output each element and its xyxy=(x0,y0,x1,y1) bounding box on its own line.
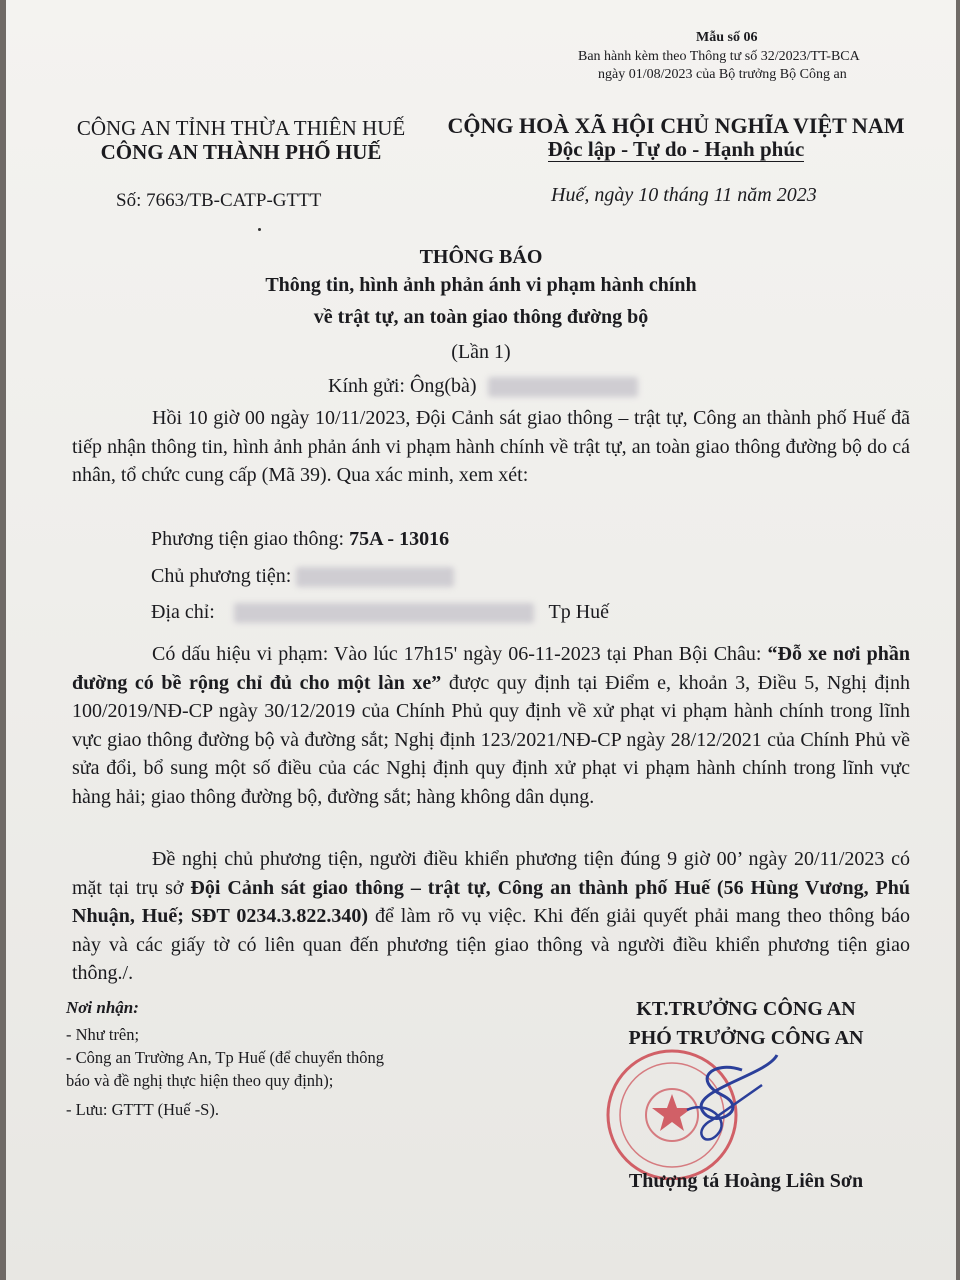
paragraph-violation xyxy=(72,640,910,811)
vehicle-plate: 75A - 13016 xyxy=(349,528,450,550)
motto xyxy=(426,137,926,162)
nation-title: CỘNG HOÀ XÃ HỘI CHỦ NGHĨA VIỆT NAM xyxy=(447,113,905,138)
attempt-number: (Lần 1) xyxy=(451,341,511,363)
document-title: THÔNG BÁO xyxy=(419,246,543,268)
owner-line xyxy=(151,565,454,588)
violation-text-b: được quy định tại Điểm e, khoản 3, Điều 5, Nghị định 100/2019/NĐ-CP ngày 30/12/2019 của Chính Phủ quy định về xử phạt vi phạm hành chính trong lĩnh vực giao thông đường bộ và đường sắt; Nghị định 123/2021/NĐ-CP ngày 28/12/2021 của Chính Phủ về sửa đổi, bổ sung một số điều của các Nghị định quy định xử phạt vi phạm hành chính trong lĩnh vực hàng hải; giao thông đường bộ, đường sắt; hàng không dân dụng. xyxy=(72,671,910,808)
owner-label: Chủ phương tiện: xyxy=(151,565,297,587)
signature-title-1: KT.TRƯỞNG CÔNG AN xyxy=(636,998,856,1020)
paragraph-request xyxy=(72,845,910,988)
agency-parent: CÔNG AN TỈNH THỪA THIÊN HUẾ xyxy=(76,116,406,140)
redacted-owner xyxy=(296,567,454,587)
signature-title-2: PHÓ TRƯỞNG CÔNG AN xyxy=(628,1027,864,1049)
violation-description: “Đỗ xe nơi phần đường có bề rộng chỉ đủ cho một làn xe” xyxy=(72,643,911,694)
form-number: Mẫu số 06 xyxy=(696,30,758,45)
document-page xyxy=(6,0,956,1280)
agency-name: CÔNG AN THÀNH PHỐ HUẾ xyxy=(100,140,382,164)
ink-dot xyxy=(258,228,261,231)
issued-by-line-2: ngày 01/08/2023 của Bộ trưởng Bộ Công an xyxy=(598,67,847,82)
subtitle-line-1: Thông tin, hình ảnh phản ánh vi phạm hành chính xyxy=(265,274,697,296)
address-label: Địa chỉ: xyxy=(151,601,215,623)
recipient-item: - Như trên; xyxy=(66,1025,140,1044)
recipient-item: - Lưu: GTTT (Huế -S). xyxy=(66,1100,219,1119)
document-number: Số: 7663/TB-CATP-GTTT xyxy=(116,190,322,211)
redacted-name xyxy=(488,377,638,397)
motto-text: Độc lập - Tự do - Hạnh phúc xyxy=(547,137,805,161)
recipient-item: báo và đề nghị thực hiện theo quy định); xyxy=(66,1071,334,1090)
recipient-item: - Công an Trường An, Tp Huế (để chuyển thông xyxy=(66,1048,385,1067)
request-text-b: để làm rõ vụ việc. Khi đến giải quyết phải mang theo thông báo này và các giấy tờ có liên quan đến phương tiện giao thông và người điều khiển phương tiện giao thông./. xyxy=(72,905,911,984)
request-office: Đội Cảnh sát giao thông – trật tự, Công an thành phố Huế (56 Hùng Vương, Phú Nhuận, Huế; SĐT 0234.3.822.340) xyxy=(72,876,911,927)
request-text-a: Đề nghị chủ phương tiện, người điều khiển phương tiện đúng 9 giờ 00’ ngày 20/11/2023 có mặt tại trụ sở xyxy=(72,848,910,899)
recipients-title: Nơi nhận: xyxy=(66,998,139,1017)
redacted-address xyxy=(234,603,534,623)
place-date: Huế, ngày 10 tháng 11 năm 2023 xyxy=(551,184,817,206)
paragraph-intro: Hồi 10 giờ 00 ngày 10/11/2023, Đội Cảnh sát giao thông – trật tự, Công an thành phố Huế đã tiếp nhận thông tin, hình ảnh phản ánh vi phạm hành chính về trật tự, an toàn giao thông đường bộ do cá nhân, tổ chức cung cấp (Mã 39). Qua xác minh, xem xét: xyxy=(72,407,910,486)
greeting-text: Kính gửi: Ông(bà) xyxy=(328,375,477,397)
violation-text-a: Có dấu hiệu vi phạm: Vào lúc 17h15' ngày 06-11-2023 tại Phan Bội Châu: xyxy=(152,643,768,665)
signer-name: Thượng tá Hoàng Liên Sơn xyxy=(628,1170,864,1192)
subtitle-line-2: về trật tự, an toàn giao thông đường bộ xyxy=(313,306,649,328)
address-city: Tp Huế xyxy=(548,601,610,623)
official-seal xyxy=(592,1040,782,1180)
issued-by-line-1: Ban hành kèm theo Thông tư số 32/2023/TT-BCA xyxy=(578,49,860,64)
vehicle-line xyxy=(151,528,449,551)
greeting xyxy=(328,375,638,398)
vehicle-label: Phương tiện giao thông: xyxy=(151,528,350,550)
address-line xyxy=(151,601,609,624)
